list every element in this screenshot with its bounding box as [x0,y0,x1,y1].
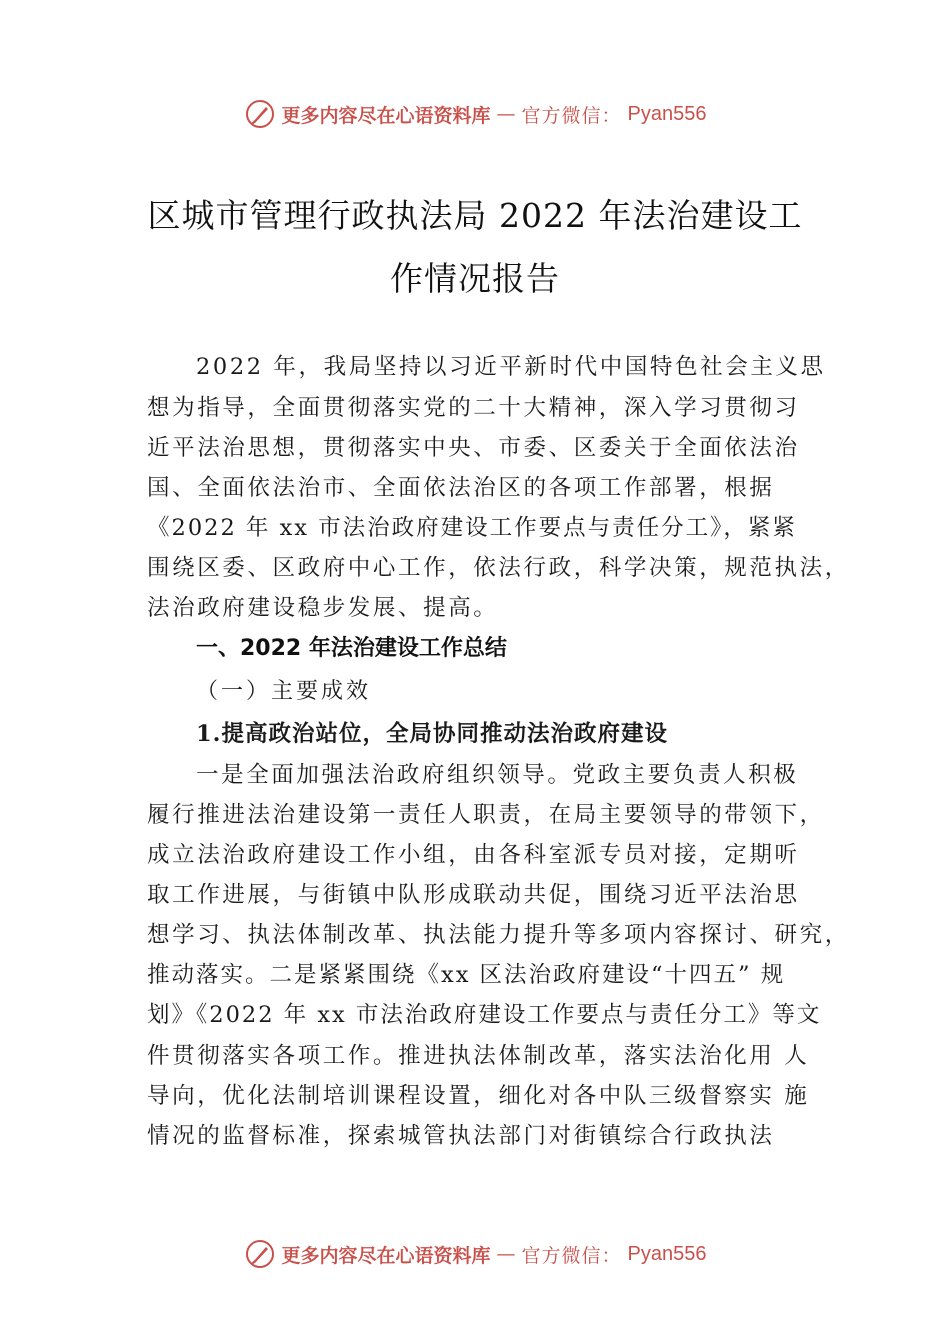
watermark-label: 官方微信： [521,1244,622,1267]
paragraph-line: 情况的监督标准，探索城管执法部门对街镇综合行政执法 [147,1123,775,1149]
watermark-label: 官方微信： [521,104,622,127]
quill-logo-icon [244,1238,276,1270]
topic-heading: 1.提高政治站位，全局协同推动法治政府建设 [196,721,668,747]
paragraph-line: 成立法治政府建设工作小组，由各科室派专员对接，定期听 [147,842,800,868]
paragraph-line: 划》《2022 年 xx 市法治政府建设工作要点与责任分工》等文 [147,1002,822,1028]
paragraph-line: 近平法治思想，贯彻落实中央、市委、区委关于全面依法治 [147,435,800,461]
paragraph-line: 2022 年，我局坚持以习近平新时代中国特色社会主义思 [196,354,826,380]
watermark-wechat-id: Pyan556 [627,102,707,125]
section-heading: 一、2022 年法治建设工作总结 [196,636,507,661]
watermark-wechat-id: Pyan556 [627,1242,707,1265]
paragraph-line: 导向，优化法制培训课程设置，细化对各中队三级督察实 施 [147,1083,810,1109]
paragraph-line: 一是全面加强法治政府组织领导。党政主要负责人积极 [196,762,799,788]
footer-watermark [0,1236,950,1272]
quill-logo-icon [244,98,276,130]
document-title-line-2: 作情况报告 [390,259,560,298]
paragraph-line: 围绕区委、区政府中心工作，依法行政，科学决策，规范执法， [147,555,850,581]
paragraph-line: 国、全面依法治市、全面依法治区的各项工作部署，根据 [147,475,775,501]
paragraph-line: 推动落实。二是紧紧围绕《xx 区法治政府建设“十四五” 规 [147,962,786,988]
subsection-heading: （一）主要成效 [196,679,372,704]
paragraph-line: 件贯彻落实各项工作。推进执法体制改革，落实法治化用 人 [147,1043,810,1069]
paragraph-line: 履行推进法治建设第一责任人职责，在局主要领导的带领下， [147,802,825,828]
watermark-brand: 更多内容尽在心语资料库 [281,104,491,127]
watermark-dash: — [496,103,516,125]
paragraph-line: 想为指导，全面贯彻落实党的二十大精神，深入学习贯彻习 [147,395,800,421]
paragraph-line: 《2022 年 xx 市法治政府建设工作要点与责任分工》，紧紧 [147,515,797,541]
watermark-dash: — [496,1243,516,1265]
paragraph-line: 取工作进展，与街镇中队形成联动共促，围绕习近平法治思 [147,882,800,908]
paragraph-line: 想学习、执法体制改革、执法能力提升等多项内容探讨、研究， [147,922,850,948]
document-title-line-1: 区城市管理行政执法局 2022 年法治建设工 [147,196,803,235]
watermark-brand: 更多内容尽在心语资料库 [281,1244,491,1267]
paragraph-line: 法治政府建设稳步发展、提高。 [147,595,499,621]
header-watermark [0,96,950,132]
